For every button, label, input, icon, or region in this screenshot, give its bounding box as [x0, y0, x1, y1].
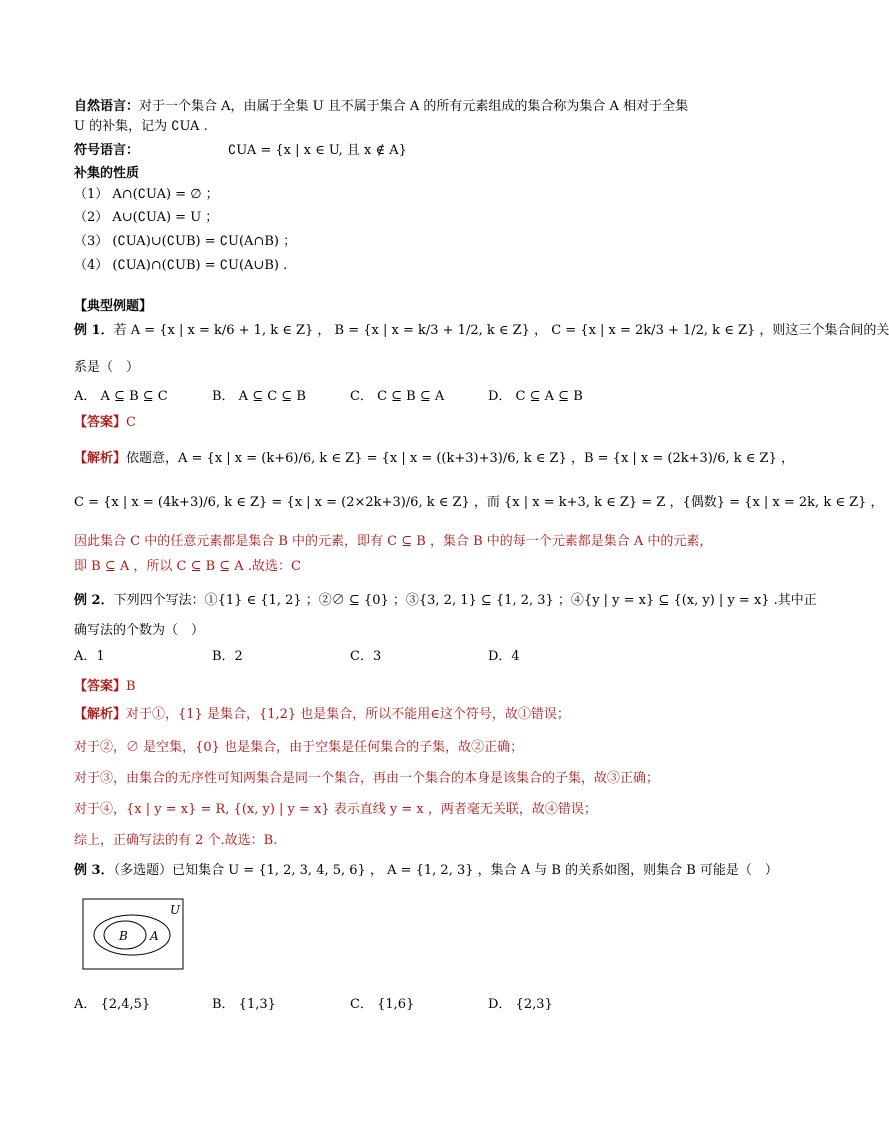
property-item: （4） (∁UA)∩(∁UB) = ∁U(A∪B) . [74, 258, 288, 273]
ex2-option-c: C．3 [350, 649, 382, 664]
ex1-question-line-2: 系是（ ） [74, 360, 140, 375]
ex2-answer-line [74, 678, 136, 696]
ex1-analysis-line-4: 即 B ⊆ A ，所以 C ⊆ B ⊆ A .故选：C [74, 559, 301, 574]
natural-language-line-1 [74, 98, 688, 116]
ex1-analysis-line-1 [74, 450, 794, 468]
symbolic-language-label: 符号语言： [74, 143, 140, 158]
ex2-option-b: B．2 [212, 649, 243, 664]
ex2-option-a: A．1 [74, 649, 105, 664]
universal-set-rect [83, 899, 183, 969]
ex1-option-c: C． C ⊆ B ⊆ A [350, 389, 445, 404]
ex1-question-line-1 [74, 322, 889, 340]
ex2-question-text: 下列四个写法：①{1} ∈ {1, 2} ；②∅ ⊆ {0} ；③{3, 2, 1} ⊆ {1, 2, 3} ；④{y | y = x} ⊆ {(x, y) | y = x} .其中正 [113, 593, 817, 608]
ex2-analysis-text: 对于①，{1} 是集合，{1,2} 也是集合，所以不能用∈这个符号，故①错误； [126, 707, 570, 722]
set-a-label: A [150, 929, 159, 943]
ex1-option-a: A． A ⊆ B ⊆ C [74, 389, 168, 404]
natural-language-label: 自然语言： [74, 99, 140, 114]
ex2-question-line-2: 确写法的个数为（ ） [74, 623, 205, 638]
ex1-answer: C [126, 415, 136, 430]
ex2-answer: B [126, 679, 136, 694]
ex1-analysis-line-3: 因此集合 C 中的任意元素都是集合 B 中的元素，即有 C ⊆ B ，集合 B 中的每一个元素都是集合 A 中的元素， [74, 534, 713, 549]
ex2-analysis-line-1 [74, 706, 570, 724]
symbolic-language-line [74, 142, 407, 160]
ex2-analysis-line-3: 对于③，由集合的无序性可知两集合是同一个集合，再由一个集合的本身是该集合的子集，故③正确； [74, 771, 660, 786]
venn-diagram [82, 898, 184, 970]
ex2-analysis-line-2: 对于②，∅ 是空集，{0} 也是集合，由于空集是任何集合的子集，故②正确； [74, 740, 524, 755]
set-b-label: B [119, 929, 128, 943]
ex1-option-d: D． C ⊆ A ⊆ B [488, 389, 583, 404]
symbolic-formula: ∁UA = {x | x ∈ U, 且 x ∉ A} [228, 143, 407, 158]
natural-language-text: 对于一个集合 A，由属于全集 U 且不属于集合 A 的所有元素组成的集合称为集合 A 相对于全集 [139, 99, 689, 114]
ex2-analysis-line-4: 对于④，{x | y = x} = R, {(x, y) | y = x} 表示直线 y = x ，两者毫无关联，故④错误； [74, 802, 597, 817]
ex2-options [74, 648, 734, 666]
ex3-option-a: A． {2,4,5} [74, 997, 151, 1012]
ex3-label: 例 3． [74, 863, 114, 878]
ex3-question-text: （多选题）已知集合 U = {1, 2, 3, 4, 5, 6} ， A = {1, 2, 3} ，集合 A 与 B 的关系如图，则集合 B 可能是（ ） [113, 863, 778, 878]
ex1-analysis-line-2: C = {x | x = (4k+3)/6, k ∈ Z} = {x | x = (2×2k+3)/6, k ∈ Z} ，而 {x | x = k+3, k ∈ Z} = Z ，{偶数} = {x | x = 2k, k ∈ Z} ， [74, 495, 884, 510]
ex1-label: 例 1． [74, 323, 114, 338]
ex1-options [74, 388, 734, 406]
ex1-analysis-text: 依题意，A = {x | x = (k+6)/6, k ∈ Z} = {x | x = ((k+3)+3)/6, k ∈ Z} ，B = {x | x = (2k+3)/6, k ∈ Z} ， [126, 451, 794, 466]
ex2-analysis-tag: 【解析】 [74, 707, 127, 722]
ex3-options [74, 996, 734, 1014]
ex3-question-line [74, 862, 778, 880]
property-item: （3） (∁UA)∪(∁UB) = ∁U(A∩B) ； [74, 234, 297, 249]
ex2-option-d: D．4 [488, 649, 520, 664]
property-item: （2） A∪(∁UA) = U ； [74, 210, 219, 225]
ex2-label: 例 2． [74, 593, 114, 608]
property-item: （1） A∩(∁UA) = ∅ ； [74, 187, 219, 202]
universal-set-label: U [170, 903, 181, 917]
ex1-answer-line [74, 414, 136, 432]
ex2-analysis-line-5: 综上，正确写法的有 2 个.故选：B. [74, 833, 278, 848]
properties-title: 补集的性质 [74, 166, 140, 181]
ex3-option-b: B． {1,3} [212, 997, 276, 1012]
ex1-answer-tag: 【答案】 [74, 415, 127, 430]
natural-language-line-2: U 的补集，记为 ∁UA . [74, 119, 208, 134]
ex3-option-d: D． {2,3} [488, 997, 553, 1012]
ex2-question-line-1 [74, 592, 817, 610]
ex2-answer-tag: 【答案】 [74, 679, 127, 694]
ex1-question-text: 若 A = {x | x = k/6 + 1, k ∈ Z} ， B = {x | x = k/3 + 1/2, k ∈ Z} ， C = {x | x = 2k/3 + 1/2, k ∈ Z} ，则这三个集合间的关 [113, 323, 889, 338]
examples-heading: 【典型例题】 [74, 299, 153, 314]
ex3-option-c: C． {1,6} [350, 997, 415, 1012]
ex1-option-b: B． A ⊆ C ⊆ B [212, 389, 306, 404]
ex1-analysis-tag: 【解析】 [74, 451, 127, 466]
